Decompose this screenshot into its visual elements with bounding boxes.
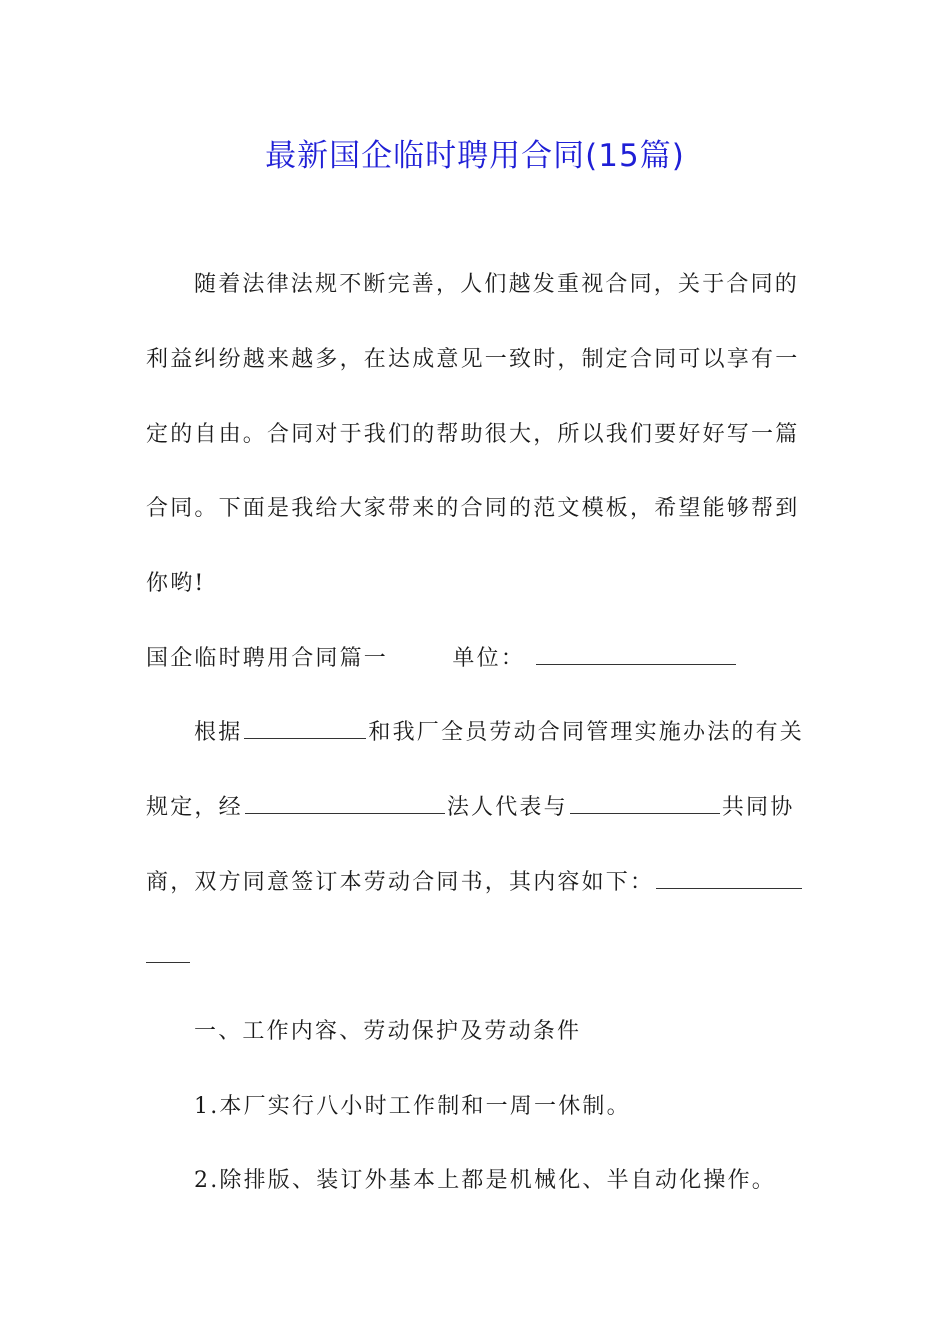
body-line-2 [146, 793, 794, 823]
body-text-1b: 和我厂全员劳动合同管理实施办法的有关 [368, 720, 805, 745]
party-b-blank [570, 793, 720, 814]
basis-blank [244, 718, 366, 739]
unit-label: 单位： [452, 646, 526, 671]
intro-line-5: 你哟! [146, 571, 206, 596]
intro-line-3: 定的自由。合同对于我们的帮助很大，所以我们要好好写一篇 [146, 422, 800, 447]
section-heading-row [146, 644, 738, 674]
body-line-3 [146, 868, 804, 898]
body-text-1a: 根据 [194, 720, 243, 745]
body-text-2c: 共同协 [721, 795, 795, 820]
intro-line-4: 合同。下面是我给大家带来的合同的范文模板，希望能够帮到 [146, 496, 800, 521]
intro-line-2: 利益纠纷越来越多，在达成意见一致时，制定合同可以享有一 [146, 347, 800, 372]
body-text-2b: 法人代表与 [446, 795, 568, 820]
content-blank [656, 868, 802, 889]
clause-2: 2.除排版、装订外基本上都是机械化、半自动化操作。 [194, 1168, 776, 1193]
document-title: 最新国企临时聘用合同(15篇) [265, 138, 685, 174]
party-a-blank [245, 793, 445, 814]
intro-line-1: 随着法律法规不断完善，人们越发重视合同，关于合同的 [194, 272, 800, 297]
body-text-3a: 商，双方同意签订本劳动合同书，其内容如下： [146, 870, 655, 895]
body-text-2a: 规定，经 [146, 795, 243, 820]
body-line-4 [146, 942, 192, 972]
unit-blank [536, 644, 736, 665]
body-line-1 [194, 718, 804, 748]
content-blank-cont [146, 942, 190, 963]
clause-1: 1.本厂实行八小时工作制和一周一休制。 [194, 1094, 631, 1119]
section-heading: 国企临时聘用合同篇一 [146, 646, 389, 671]
clause-heading: 一、工作内容、劳动保护及劳动条件 [194, 1019, 582, 1044]
